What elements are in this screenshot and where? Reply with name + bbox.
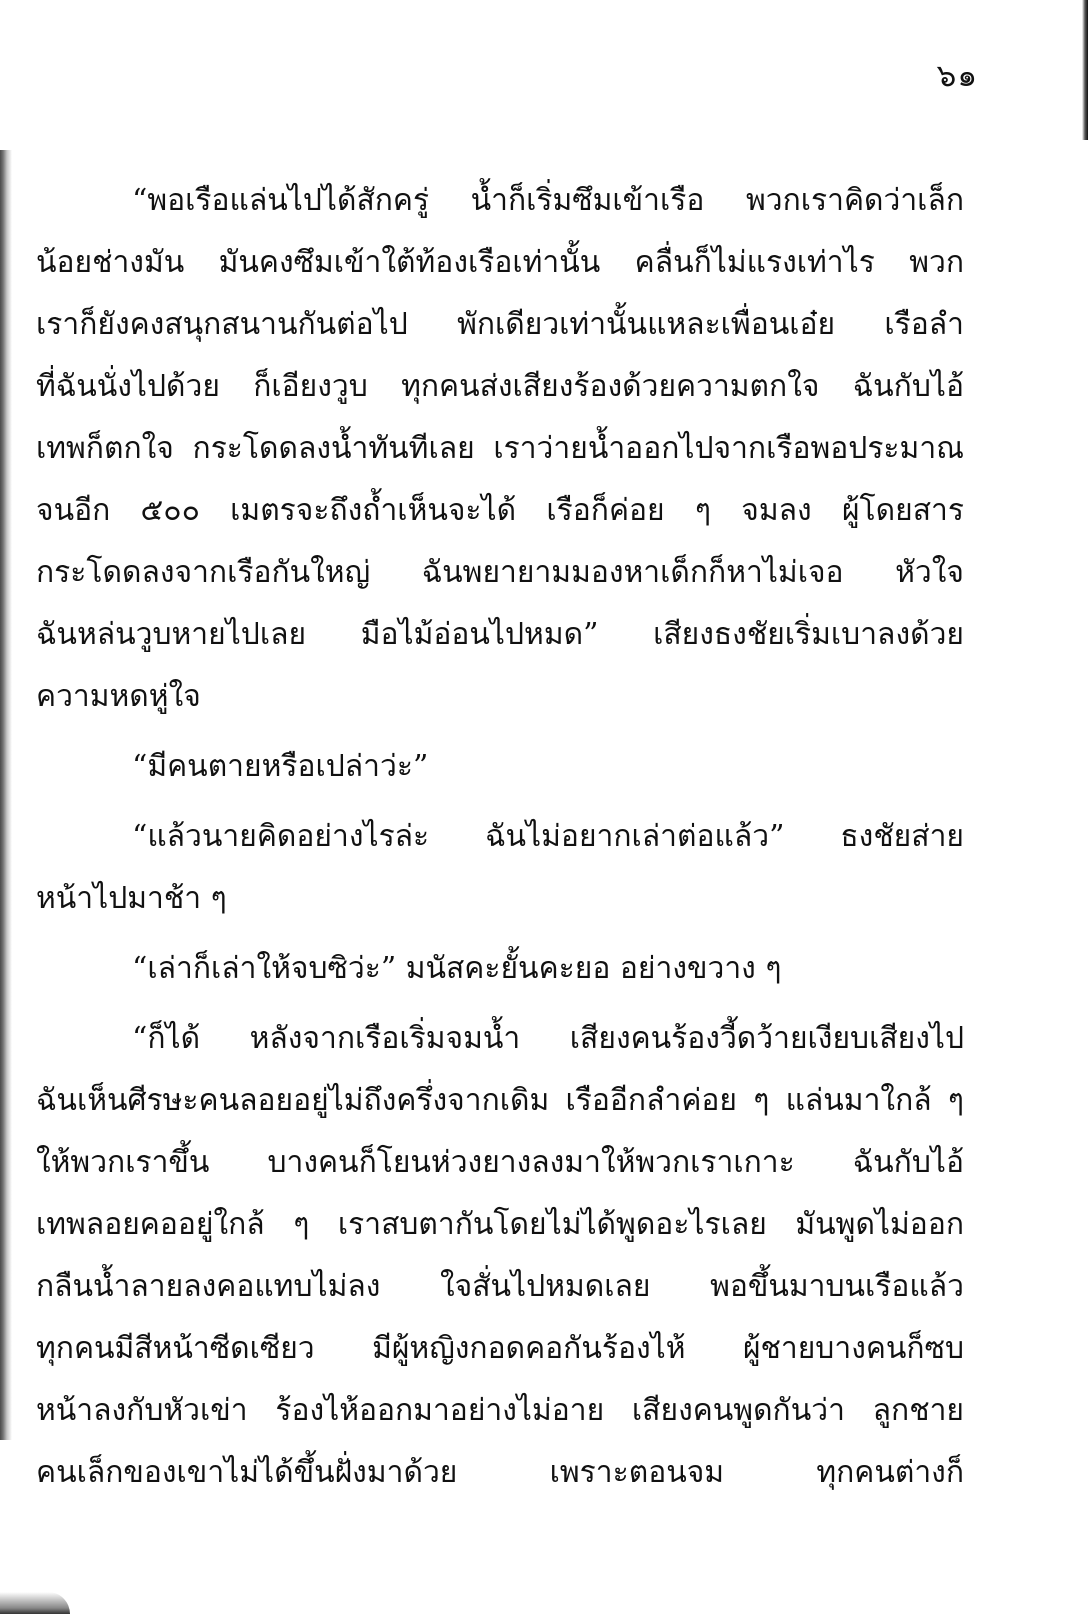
- page-number: ๖๑: [936, 58, 978, 94]
- text-line: ทุกคนมีสีหน้าซีดเซียว มีผู้หญิงกอดคอกันร้องไห้ ผู้ชายบางคนก็ซบ: [36, 1331, 964, 1366]
- text-line: จนอีก ๕๐๐ เมตรจะถึงถ้ำเห็นจะได้ เรือก็ค่อย ๆ จมลง ผู้โดยสาร: [36, 493, 964, 528]
- text-line: ที่ฉันนั่งไปด้วย ก็เอียงวูบ ทุกคนส่งเสียงร้องด้วยความตกใจ ฉันกับไอ้: [36, 369, 964, 404]
- body-text: [36, 170, 964, 1504]
- text-line: ฉันหล่นวูบหายไปเลย มือไม้อ่อนไปหมด” เสียงธงชัยเริ่มเบาลงด้วย: [36, 617, 964, 652]
- text-line: เทพก็ตกใจ กระโดดลงน้ำทันทีเลย เราว่ายน้ำออกไปจากเรือพอประมาณ: [36, 431, 964, 466]
- text-line: หน้าลงกับหัวเข่า ร้องไห้ออกมาอย่างไม่อาย เสียงคนพูดกันว่า ลูกชาย: [36, 1393, 964, 1428]
- scan-shadow-left: [0, 150, 12, 1440]
- text-line: เทพลอยคออยู่ใกล้ ๆ เราสบตากันโดยไม่ได้พูดอะไรเลย มันพูดไม่ออก: [36, 1207, 964, 1242]
- text-line: คนเล็กของเขาไม่ได้ขึ้นฝั่งมาด้วย เพราะตอนจม ทุกคนต่างก็: [36, 1455, 964, 1490]
- text-line: “เล่าก็เล่าให้จบซิว่ะ” มนัสคะยั้นคะยอ อย่างขวาง ๆ: [132, 951, 782, 986]
- text-line: “พอเรือแล่นไปได้สักครู่ น้ำก็เริ่มซึมเข้าเรือ พวกเราคิดว่าเล็ก: [132, 183, 964, 218]
- text-line: น้อยช่างมัน มันคงซึมเข้าใต้ท้องเรือเท่านั้น คลื่นก็ไม่แรงเท่าไร พวก: [36, 245, 964, 280]
- text-line: กระโดดลงจากเรือกันใหญ่ ฉันพยายามมองหาเด็กก็หาไม่เจอ หัวใจ: [36, 555, 964, 590]
- scan-shadow-right: [1082, 0, 1088, 140]
- text-line: “มีคนตายหรือเปล่าว่ะ”: [132, 749, 429, 784]
- text-line: เราก็ยังคงสนุกสนานกันต่อไป พักเดียวเท่านั้นแหละเพื่อนเอ๋ย เรือลำ: [36, 307, 964, 342]
- text-line: ฉันเห็นศีรษะคนลอยอยู่ไม่ถึงครึ่งจากเดิม เรืออีกลำค่อย ๆ แล่นมาใกล้ ๆ: [36, 1083, 964, 1118]
- text-line: ความหดหู่ใจ: [36, 679, 201, 714]
- text-line: ให้พวกเราขึ้น บางคนก็โยนห่วงยางลงมาให้พวกเราเกาะ ฉันกับไอ้: [36, 1145, 964, 1180]
- scan-shadow-bottom: [0, 1592, 70, 1614]
- text-line: หน้าไปมาช้า ๆ: [36, 881, 227, 916]
- text-line: “ก็ได้ หลังจากเรือเริ่มจมน้ำ เสียงคนร้องวี้ดว้ายเงียบเสียงไป: [132, 1021, 964, 1056]
- text-line: “แล้วนายคิดอย่างไรล่ะ ฉันไม่อยากเล่าต่อแล้ว” ธงชัยส่าย: [132, 819, 964, 854]
- text-line: กลืนน้ำลายลงคอแทบไม่ลง ใจสั่นไปหมดเลย พอขึ้นมาบนเรือแล้ว: [36, 1269, 964, 1304]
